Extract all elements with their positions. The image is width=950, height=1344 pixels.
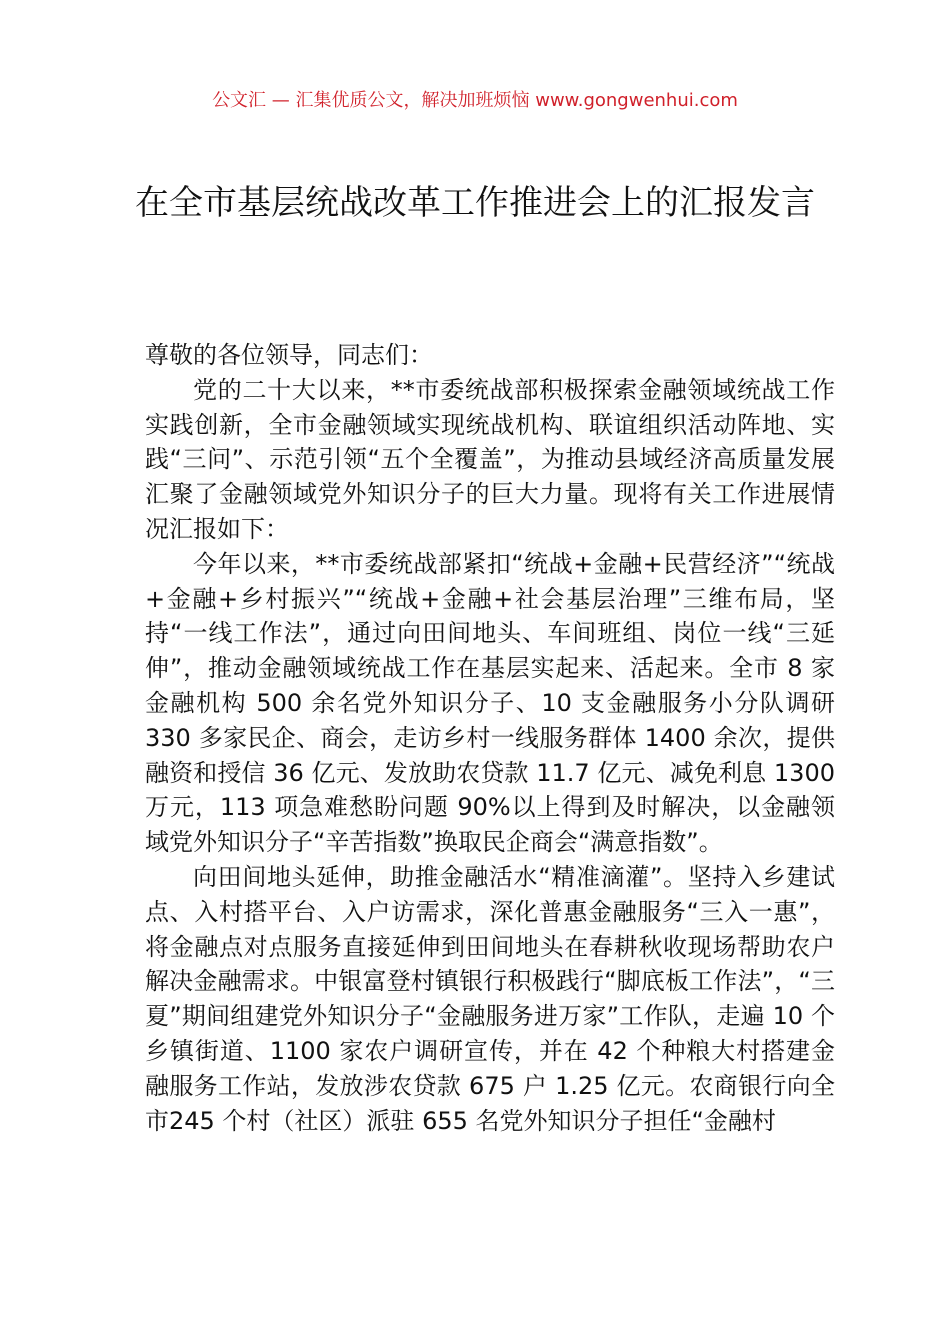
header-banner: 公文汇 — 汇集优质公文，解决加班烦恼 www.gongwenhui.com: [212, 90, 738, 111]
salutation: 尊敬的各位领导，同志们：: [145, 341, 433, 369]
paragraph-3: 向田间地头延伸，助推金融活水“精准滴灌”。坚持入乡建试点、入村搭平台、入户访需求，深化普惠金融服务“三入一惠”，将金融点对点服务直接延伸到田间地头在春耕秋收现场帮助农户解决金融需求。中银富登村镇银行积极践行“脚底板工作法”，“三夏”期间组建党外知识分子“金融服务进万家”工作队，走遍 10 个乡镇街道、1100 家农户调研宣传，并在 42 个种粮大村搭建金融服务工作站，发放涉农贷款 675 户 1.25 亿元。农商银行向全市245 个村（社区）派驻 655 名党外知识分子担任“金融村: [145, 862, 835, 1135]
document-body: [145, 338, 835, 1138]
paragraph-2: 今年以来，**市委统战部紧扣“统战+金融+民营经济”“统战+金融+乡村振兴”“统战+金融+社会基层治理”三维布局，坚持“一线工作法”，通过向田间地头、车间班组、岗位一线“三延伸”，推动金融领域统战工作在基层实起来、活起来。全市 8 家金融机构 500 余名党外知识分子、10 支金融服务小分队调研 330 多家民企、商会，走访乡村一线服务群体 1400 余次，提供融资和授信 36 亿元、发放助农贷款 11.7 亿元、减免利息 1300 万元，113 项急难愁盼问题 90%以上得到及时解决，以金融领域党外知识分子“辛苦指数”换取民企商会“满意指数”。: [145, 549, 835, 857]
paragraph-1: 党的二十大以来，**市委统战部积极探索金融领域统战工作实践创新，全市金融领域实现统战机构、联谊组织活动阵地、实践“三问”、示范引领“五个全覆盖”，为推动县域经济高质量发展汇聚了金融领域党外知识分子的巨大力量。现将有关工作进展情况汇报如下：: [145, 375, 835, 543]
document-title: 在全市基层统战改革工作推进会上的汇报发言: [135, 183, 815, 223]
